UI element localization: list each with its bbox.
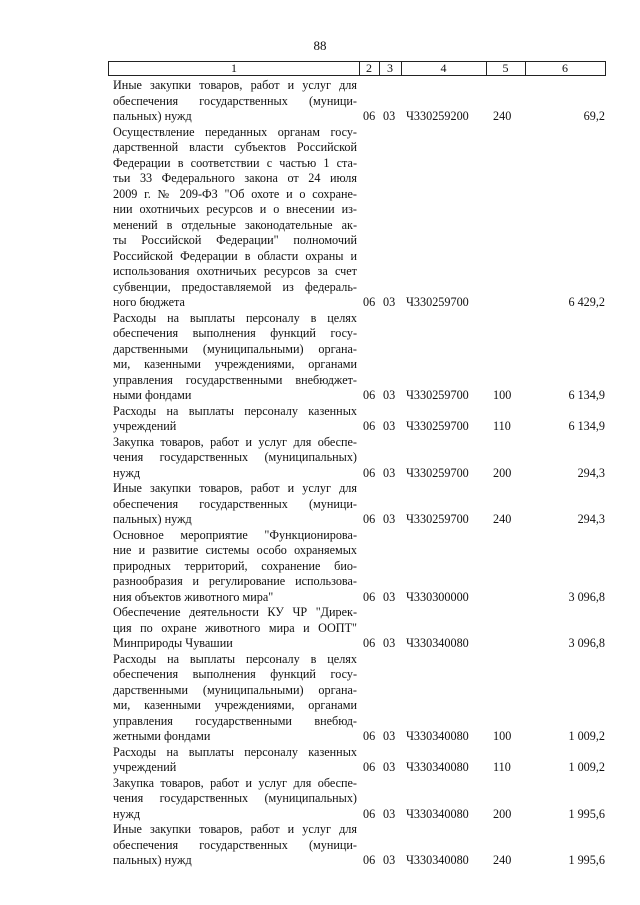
description-line: 2009 г. № 209-ФЗ "Об охоте и о сохране- [113,186,357,201]
subsection-code: 03 [383,760,396,774]
table-row [0,745,640,776]
description-line: чения государственных (муниципальных) [113,450,357,464]
amount: 6 429,2 [568,295,605,309]
target-article-code: Ч330300000 [406,589,469,604]
row-description [113,528,357,606]
description-line: Иные закупки товаров, работ и услуг для [113,481,357,495]
expense-type-code: 110 [493,760,511,774]
table-row [0,776,640,823]
table-row [0,481,640,528]
description-line: пальных) нужд [113,109,192,123]
table-row [0,404,640,435]
expense-type-code: 110 [493,419,511,433]
description-line: управления государственными внебюд- [113,713,357,728]
amount: 294,3 [577,512,605,526]
target-article-code: Ч330259700 [406,388,469,402]
row-description [113,125,357,311]
target-article-code: Ч330340080 [406,853,469,867]
amount: 3 096,8 [568,589,605,604]
description-line: Обеспечение деятельности КУ ЧР "Дирек- [113,605,357,619]
description-line: Иные закупки товаров, работ и услуг для [113,822,357,836]
section-code: 06 [363,636,376,650]
amount: 1 009,2 [568,760,605,774]
row-description [113,481,357,528]
description-line: Иные закупки товаров, работ и услуг для [113,78,357,92]
section-code: 06 [363,806,376,821]
section-code: 06 [363,589,376,604]
section-code: 06 [363,853,376,867]
description-line: нии охотничьих ресурсов и о внесении из- [113,202,357,216]
amount: 6 134,9 [568,419,605,433]
description-line: субвенции, предоставляемой из федераль- [113,279,357,294]
description-line: дарственной власти субъектов Российской [113,140,357,154]
row-description [113,822,357,869]
subsection-code: 03 [383,512,396,526]
amount: 294,3 [577,465,605,480]
expense-type-code: 200 [493,465,512,480]
expense-type-code: 100 [493,729,512,743]
description-line: Расходы на выплаты персоналу казенных [113,744,357,759]
section-code: 06 [363,109,376,123]
subsection-code: 03 [383,465,396,480]
table-header [108,61,606,76]
section-code: 06 [363,295,376,309]
row-description [113,776,357,823]
row-description [113,652,357,745]
header-col-1: 1 [109,62,360,75]
section-code: 06 [363,465,376,480]
target-article-code: Ч330259700 [406,512,469,526]
expense-type-code: 240 [493,109,512,123]
row-description [113,78,357,125]
target-article-code: Ч330340080 [406,636,469,650]
subsection-code: 03 [383,589,396,604]
table-row [0,125,640,311]
section-code: 06 [363,512,376,526]
description-line: тьи 33 Федерального закона от 24 июля [113,171,357,185]
target-article-code: Ч330340080 [406,760,469,774]
table-row [0,822,640,869]
subsection-code: 03 [383,853,396,867]
description-line: обеспечения государственных (муници- [113,93,357,108]
description-line: ми, казенными учреждениями, органами [113,357,357,371]
section-code: 06 [363,729,376,743]
description-line: Российской Федерации в области охраны и [113,248,357,263]
description-line: Федерации в соответствии с частью 1 ста- [113,155,357,170]
section-code: 06 [363,760,376,774]
description-line: Закупка товаров, работ и услуг для обеспе- [113,775,357,790]
table-row [0,311,640,404]
description-line: ного бюджета [113,295,185,309]
description-line: ния объектов животного мира" [113,589,274,604]
description-line: природных территорий, сохранение био- [113,558,357,573]
description-line: обеспечения государственных (муници- [113,496,357,511]
target-article-code: Ч330259200 [406,109,469,123]
target-article-code: Ч330259700 [406,295,469,309]
description-line: управления государственными внебюджет- [113,372,357,387]
description-line: пальных) нужд [113,853,192,867]
description-line: Расходы на выплаты персоналу в целях [113,310,357,325]
description-line: ты Российской Федерации" полномочий [113,233,357,247]
description-line: Расходы на выплаты персоналу казенных [113,403,357,418]
expense-type-code: 240 [493,853,512,867]
row-description [113,404,357,435]
header-col-5: 5 [486,62,526,75]
description-line: Закупка товаров, работ и услуг для обеспе- [113,434,357,449]
description-line: ние и развитие системы особо охраняемых [113,543,357,557]
table-row [0,605,640,652]
description-line: обеспечения выполнения функций госу- [113,326,357,340]
expense-type-code: 100 [493,388,512,402]
amount: 1 995,6 [568,853,605,867]
expense-type-code: 240 [493,512,512,526]
subsection-code: 03 [383,806,396,821]
amount: 3 096,8 [568,636,605,650]
description-line: учреждений [113,760,177,774]
description-line: использования охотничьих ресурсов за счет [113,264,357,278]
subsection-code: 03 [383,636,396,650]
target-article-code: Ч330340080 [406,806,469,821]
description-line: разнообразия и регулирование использова- [113,574,357,588]
subsection-code: 03 [383,729,396,743]
row-description [113,435,357,482]
description-line: Минприроды Чувашии [113,636,233,650]
description-line: пальных) нужд [113,512,192,526]
amount: 1 009,2 [568,729,605,743]
row-description [113,311,357,404]
table-row [0,528,640,606]
description-line: обеспечения государственных (муници- [113,837,357,852]
description-line: ми, казенными учреждениями, органами [113,698,357,712]
subsection-code: 03 [383,295,396,309]
subsection-code: 03 [383,109,396,123]
header-col-3: 3 [379,62,402,75]
description-line: ция по охране животного мира и ООПТ" [113,620,357,635]
description-line: менений в отдельные законодательные ак- [113,217,357,232]
description-line: обеспечения выполнения функций госу- [113,667,357,681]
row-description [113,745,357,776]
description-line: учреждений [113,419,177,433]
section-code: 06 [363,419,376,433]
subsection-code: 03 [383,419,396,433]
description-line: ными фондами [113,388,192,402]
row-description [113,605,357,652]
description-line: нужд [113,806,141,821]
table-row [0,435,640,482]
amount: 1 995,6 [568,806,605,821]
amount: 6 134,9 [568,388,605,402]
section-code: 06 [363,388,376,402]
description-line: дарственными (муниципальными) органа- [113,341,357,356]
amount: 69,2 [583,109,605,123]
target-article-code: Ч330340080 [406,729,469,743]
target-article-code: Ч330259700 [406,419,469,433]
description-line: Основное мероприятие "Функционирова- [113,527,357,542]
expense-type-code: 200 [493,806,512,821]
description-line: Расходы на выплаты персоналу в целях [113,651,357,666]
description-line: чения государственных (муниципальных) [113,791,357,805]
table-row [0,652,640,745]
description-line: жетными фондами [113,729,211,743]
header-col-4: 4 [401,62,487,75]
target-article-code: Ч330259700 [406,465,469,480]
header-col-2: 2 [359,62,380,75]
description-line: Осуществление переданных органам госу- [113,124,357,139]
table-row [0,78,640,125]
page-number: 88 [313,38,327,53]
description-line: дарственными (муниципальными) органа- [113,682,357,697]
subsection-code: 03 [383,388,396,402]
description-line: нужд [113,465,141,480]
header-col-6: 6 [562,61,568,75]
